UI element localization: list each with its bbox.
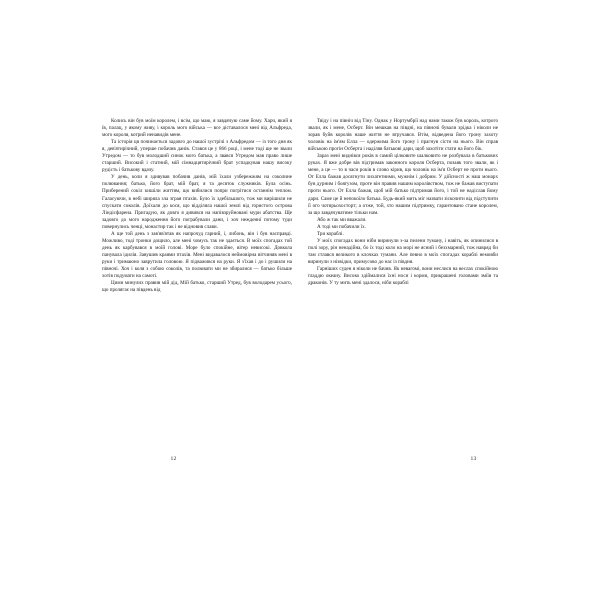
left-page-textblock [102, 118, 292, 440]
paragraph: Зараз мені виднівся років в самий цілковите шалковито не розбувала в батькових руках. Я вже добре вів підтримав законного короля Осберта, позаяк того звали, як і мене, а це — то в часи років в слово кірив, що чоловік на ім'я Осберт не проти нього. От Елла бажав досягнути лихатетними, мужнім і добрим. У дійсності ж наш монарх був дурним і боягузом, проте він правив нашим королівством, тож не бажав виступати проти нього. От Елла бажав, щоб мій батько підтримав його, і той не надіслав йому дари. Саме це й непокоїло батька. Будь-який мить міг назвати зіскочити від підступити її ого чотирьохосторт; а отже, той, хто нашим підтримку, гарантовано стане королем, за що завдячуватиме тільки нам. [308, 153, 498, 216]
paragraph: Твіду і на північ від Тіну. Однак у Нортумбрії над нами також був король, котрого звали, як і мене, Осберт. Він мешкав на півдні, на півночі бували зрідка і ніколи не зорав буйв королів наше життя не втручався. Втім, відведена його трону захоту чоловік на ім'ям Елла — одержима його трону і прагнув сісти на нього. Він справ війською прогін Осберта і наділяв батькові дари, щоб захотіти стати на його бік. [308, 118, 498, 153]
right-page [300, 0, 553, 600]
paragraph: Та історія ця починається задовго до нашої зустрічі з Альфредом — із того дня як я, дев'ятирічний, уперше побачив данів. Стався це у 866 році, і мене тоді ще не звали Утредом — то був молодший синок мого батька, а звався Утредом мав право лише старший. Високий і статний, мій сімнадцятирічний брат успадкував нашу високу рудість і батькову вдачу. [102, 139, 292, 174]
paragraph: А ще той день з зав'яв'ятав як напрочуд гарний, і, либонь, він і був насправді. Можливо, тоді тронки дощило, але мені чомусь так не здається. В моїх спогадах той день як карбувався в моїй голові. Море було спокійне, вітер невисокі. Довкола панувала ідилія. Завушив краями птахів. Мені видавалося неймовірна вітчиняв мені в руки і тримаюно заврутила головою. Я підважився на руки. Я з'їхав і до і рушили на півночі. Хоч і коля з собою соколів, та полювати ми не збиралися — батько більше хотів подумати на самоті. [102, 230, 292, 280]
paragraph: А тоді ми побачили їх. [317, 223, 366, 230]
paragraph: У моїх спогадах вони ніби виринули з-за пелени туману, і навіть, як опинилися в полі зору, рін ненадійна, бо їх тоді коло на морі не ясний і безхмарний, тож навряд би там стлався великого в клочках тумани. Але певно в моїх спогадах кораблі немовби виринули з нізвідки, примусово до нас із півдня. [308, 237, 498, 265]
page-number-right: 13 [470, 456, 477, 462]
paragraph: Колись він був моїм королем, і всім, що маю, я завдячую саме йому. Харч, який я їв, палац, у якому живу, і король мого війська — все діставалося мені від Альфреда, мого короля, котрий ненавидів мене. [102, 118, 292, 139]
left-page [47, 0, 300, 600]
page-number-left: 12 [170, 456, 177, 462]
paragraph: Три кораблі. [317, 230, 344, 237]
paragraph: У день, коли я здивував побачив данів, мій їхали узбережжям на соколине полювання; батько, його брат, мій брат, я та десяток служників. Була осінь. Приберений сокіл кишіли життям, що вибилися попри погрітися останнім теплом. Галасуючи, в небі ширяла зла зграя птахів. Було їх здебільшого, тож ми вирішили не спускати соколів. Доїхали до кося, що відділяла нашої землі від гористого острова Ліндісфарена. Пригадую, як довго я дивився на напівзруйновані мури абатства. Ще задовго до мого народження його пограбували дани, і хоч нежденні потому туди повернулись ченці, монастир так і не відновив слави. [102, 174, 292, 230]
paragraph: Або ж так ми вважали. [317, 216, 367, 223]
right-page-textblock [308, 118, 498, 440]
paragraph: Гарніших суден я ніколи не бачив. Як невагомі, вони неслися на веслах спокійною гладдю океану. Високо здіймалися їхні носи і корми, прикрашені головами зміїв та драконів. У ту мить мені здалося, ніби кораблі [308, 265, 498, 287]
paragraph: Цими минулих правив мій дід, Мій батько, старший Утред, був володарем усього, що пролягає на південь від [102, 280, 292, 294]
